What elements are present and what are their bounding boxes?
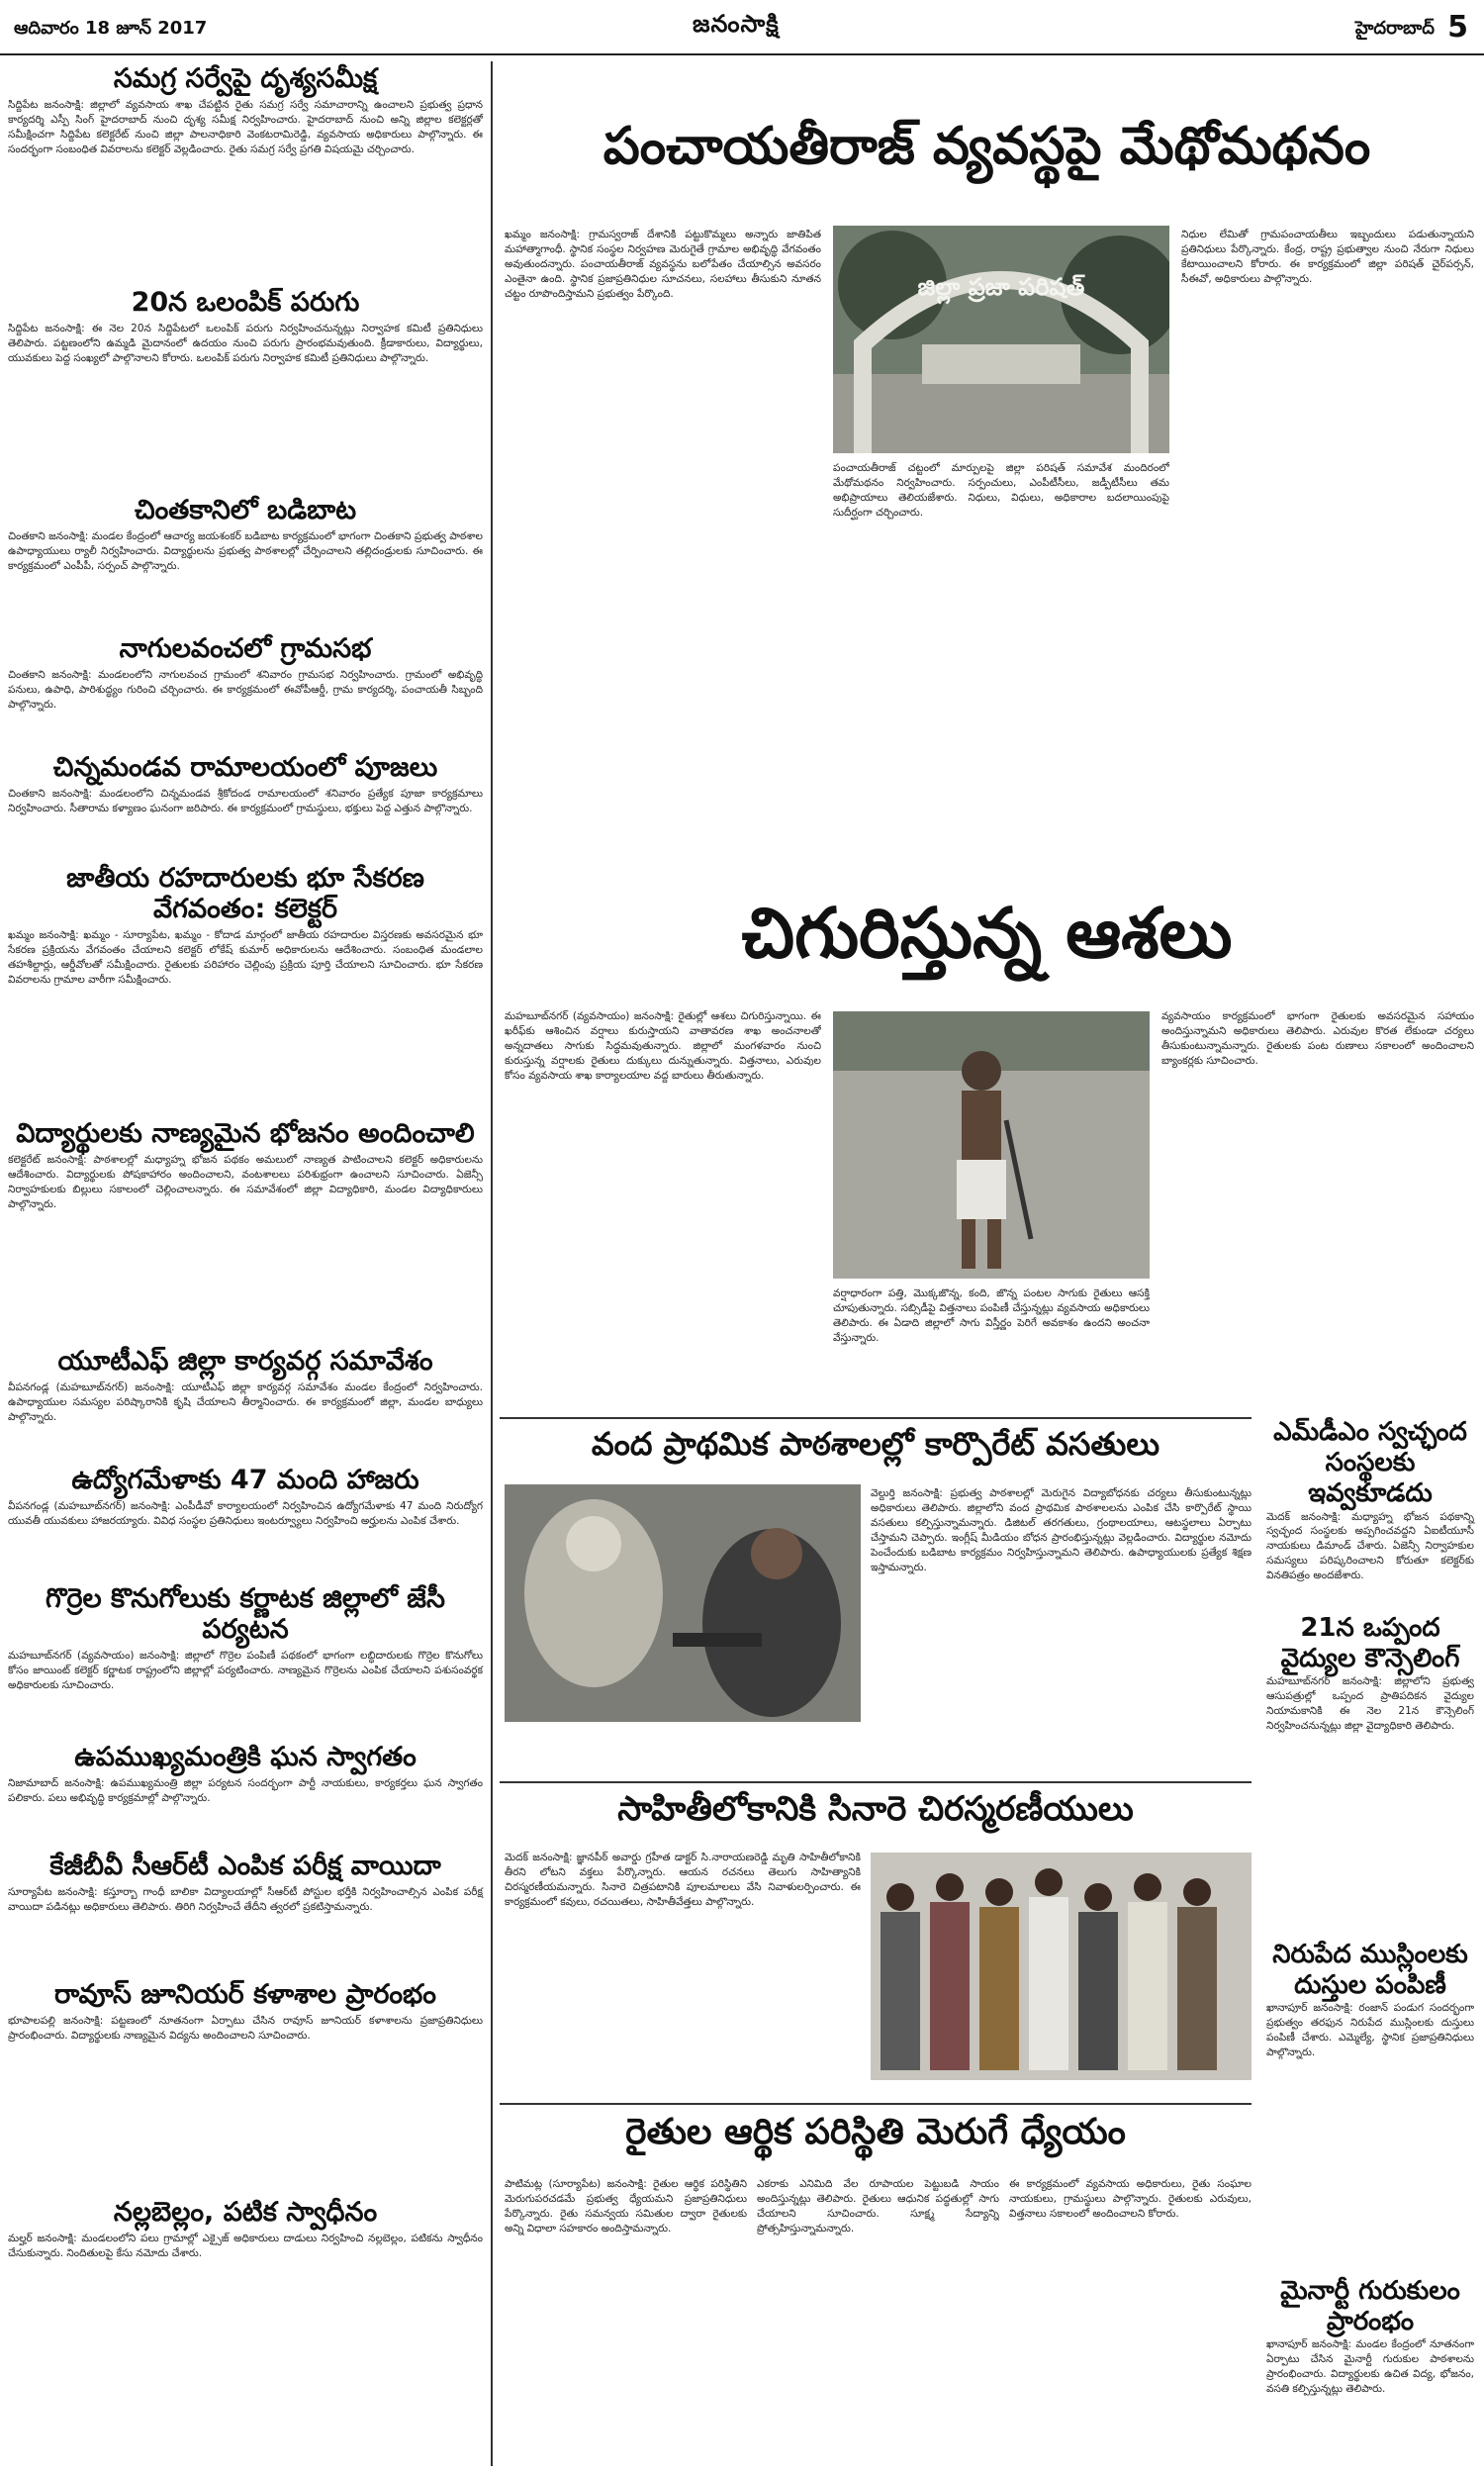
second-column-1: మహబూబ్‌నగర్ (వ్యవసాయం) జనంసాక్షి: రైతుల్లో ఆశలు చిగురిస్తున్నాయి. ఈ ఖరీఫ్‌కు ఆశించిన వర్షాలు కురుస్తాయని వాతావరణ శాఖ అంచనాలతో అన్నదాతలు సాగుకు సిద్ధమవుతున్నారు. జిల్లాలో మంగళవారం నుంచి కురుస్తున్న వర్షాలకు రైతులు దుక్కులు దున్నుతున్నారు. విత్తనాలు, ఎరువుల కోసం వ్యవసాయ శాఖ కార్యాలయాల వద్ద బారులు తీరుతున్నారు.: [505, 1010, 821, 1082]
fifth-column-3: ఈ కార్యక్రమంలో వ్యవసాయ అధికారులు, రైతు సంఘాల నాయకులు, గ్రామస్థులు పాల్గొన్నారు. రైతులకు ఎరువులు, విత్తనాలు సకాలంలో అందించాలని కోరారు.: [1009, 2178, 1252, 2220]
lead-column-2: పంచాయతీరాజ్ చట్టంలో మార్పులపై జిల్లా పరిషత్ సమావేశ మందిరంలో మేథోమథనం నిర్వహించారు. సర్పంచులు, ఎంపీటీసీలు, జడ్పీటీసీలు తమ అభిప్రాయాలు తెలియజేశారు. నిధులు, విధులు, అధికారాల బదలాయింపుపై సుదీర్ఘంగా చర్చించారు.: [833, 462, 1169, 519]
brief-body: కలెక్టరేట్ జనంసాక్షి: పాఠశాలల్లో మధ్యాహ్న భోజన పథకం అమలులో నాణ్యత పాటించాలని కలెక్టర్ అధికారులను ఆదేశించారు. విద్యార్థులకు పోషకాహారం అందించాలని, వంటశాలలు పరిశుభ్రంగా ఉంచాలని సూచించారు. ఏజెన్సీ నిర్వాహకులకు బిల్లులు సకాలంలో చెల్లించాలన్నారు. ఈ సమావేశంలో జిల్లా విద్యాధికారి, మండల విద్యాధికారులు పాల్గొన్నారు.: [8, 1154, 483, 1210]
side-brief-headline: 21న ఒప్పంద వైద్యుల కౌన్సెలింగ్: [1280, 1613, 1460, 1674]
side-brief: [1266, 1940, 1474, 2060]
gate-sign-text: జిల్లా ప్రజా పరిషత్: [917, 273, 1085, 301]
third-body: వెల్దుర్తి జనంసాక్షి: ప్రభుత్వ పాఠశాలల్లో మెరుగైన విద్యాబోధనకు చర్యలు తీసుకుంటున్నట్లు అధికారులు తెలిపారు. జిల్లాలోని వంద ప్రాథమిక పాఠశాలలను ఎంపిక చేసి కార్పొరేట్ స్థాయి వసతులు కల్పిస్తున్నామన్నారు. డిజిటల్ తరగతులు, గ్రంథాలయాలు, ఆటస్థలాలు ఏర్పాటు చేస్తామని చెప్పారు. ఇంగ్లీష్ మీడియం బోధన ప్రారంభిస్తున్నట్లు వెల్లడించారు. విద్యార్థుల నమోదు పెంచేందుకు బడిబాట కార్యక్రమం నిర్వహిస్తున్నామని తెలిపారు. ఉపాధ్యాయులకు ప్రత్యేక శిక్షణ ఇస్తామన్నారు.: [871, 1487, 1252, 1573]
news-brief: [8, 1851, 483, 1915]
news-brief: [8, 1742, 483, 1806]
side-brief-body: మహబూబ్‌నగర్ జనంసాక్షి: జిల్లాలోని ప్రభుత్వ ఆసుపత్రుల్లో ఒప్పంద ప్రాతిపదికన వైద్యుల నియామకానికి ఈ నెల 21న కౌన్సెలింగ్ నిర్వహించనున్నట్లు జిల్లా వైద్యాధికారి తెలిపారు.: [1266, 1675, 1474, 1733]
lead-headline: పంచాయతీరాజ్ వ్యవస్థపై మేథోమథనం: [603, 117, 1371, 176]
side-brief: [1266, 1417, 1474, 1583]
issue-date: ఆదివారం 18 జూన్ 2017: [14, 18, 208, 39]
section-rule: [500, 1417, 1252, 1419]
farmer-with-tool-image: [833, 1011, 1150, 1279]
news-brief: [8, 2197, 483, 2261]
brief-body: సిద్దిపేట జనంసాక్షి: జిల్లాలో వ్యవసాయ శాఖ చేపట్టిన రైతు సమగ్ర సర్వే సమాచారాన్ని ఉంచాలని ప్రభుత్వ ప్రధాన కార్యదర్శి ఎస్పీ సింగ్ హైదరాబాద్ నుంచి దృశ్య సమీక్ష నిర్వహించారు. హైదరాబాద్ నుంచి అన్ని జిల్లాల కలెక్టర్లతో సమీక్షించగా సిద్దిపేట కలెక్టరేట్ నుంచి జిల్లా పాలనాధికారి వెంకటరామిరెడ్డి, వ్యవసాయ అధికారులు పాల్గొన్నారు. ఈ సందర్భంగా సంబంధిత వివరాలను కలెక్టర్ వెల్లడించారు. రైతు సమగ్ర సర్వే ప్రగతి విషయమై చర్చించారు.: [8, 99, 483, 155]
brief-headline: రావూస్ జూనియర్ కళాశాల ప్రారంభం: [54, 1979, 436, 2010]
lead-column-3: నిధుల లేమితో గ్రామపంచాయతీలు ఇబ్బందులు పడుతున్నాయని ప్రతినిధులు పేర్కొన్నారు. కేంద్ర, రాష్ట్ర ప్రభుత్వాల నుంచి నేరుగా నిధులు కేటాయించాలని కోరారు. ఈ కార్యక్రమంలో జిల్లా పరిషత్ చైర్‌పర్సన్, సీఈవో, అధికారులు పాల్గొన్నారు.: [1181, 229, 1474, 285]
farmer-photo: [833, 1011, 1150, 1279]
column-divider: [491, 61, 493, 2466]
side-brief: [1266, 2276, 1474, 2397]
side-brief-headline: నిరుపేద ముస్లింలకు దుస్తుల పంపిణీ: [1272, 1940, 1468, 2001]
brief-headline: నల్లబెల్లం, పటిక స్వాధీనం: [113, 2197, 378, 2228]
brief-body: మల్హర్ జనంసాక్షి: మండలంలోని పలు గ్రామాల్లో ఎక్సైజ్ అధికారులు దాడులు నిర్వహించి నల్లబెల్లం, పటికను స్వాధీనం చేసుకున్నారు. నిందితులపై కేసు నమోదు చేశారు.: [8, 2233, 483, 2259]
brief-body: మహబూబ్‌నగర్ (వ్యవసాయం) జనంసాక్షి: జిల్లాలో గొర్రెల పంపిణీ పథకంలో భాగంగా లబ్ధిదారులకు గొర్రెల కొనుగోలు కోసం జాయింట్ కలెక్టర్ కర్ణాటక రాష్ట్రంలోని జిల్లాల్లో పర్యటించారు. నాణ్యమైన గొర్రెలను ఎంపిక చేయాలని పశుసంవర్థక అధికారులకు సూచించారు.: [8, 1650, 483, 1691]
brief-body: భూపాలపల్లి జనంసాక్షి: పట్టణంలో నూతనంగా ఏర్పాటు చేసిన రావూస్ జూనియర్ కళాశాలను ప్రజాప్రతినిధులు ప్రారంభించారు. విద్యార్థులకు నాణ్యమైన విద్యను అందించాలని సూచించారు.: [8, 2015, 483, 2042]
brief-body: సిద్దిపేట జనంసాక్షి: ఈ నెల 20న సిద్దిపేటలో ఒలంపిక్ పరుగు నిర్వహించనున్నట్లు నిర్వాహక కమిటీ ప్రతినిధులు తెలిపారు. పట్టణంలోని ఉమ్మడి మైదానంలో ఉదయం నుంచి పరుగు ప్రారంభమవుతుంది. క్రీడాకారులు, విద్యార్థులు, యువకులు పెద్ద సంఖ్యలో పాల్గొనాలని కోరారు. ఒలంపిక్ పరుగు నిర్వాహక కమిటీ ప్రతినిధులు పాల్గొన్నారు.: [8, 323, 483, 364]
brief-body: చింతకాని జనంసాక్షి: మండలంలోని నాగులవంచ గ్రామంలో శనివారం గ్రామసభ నిర్వహించారు. గ్రామంలో అభివృద్ధి పనులు, ఉపాధి, పారిశుద్ధ్యం గురించి చర్చించారు. ఈ కార్యక్రమంలో ఈవోపీఆర్డీ, గ్రామ కార్యదర్శి, పంచాయతీ సిబ్బంది పాల్గొన్నారు.: [8, 669, 483, 711]
second-headline: చిగురిస్తున్న ఆశలు: [741, 893, 1233, 974]
brief-headline: ఉపముఖ్యమంత్రికి ఘన స్వాగతం: [74, 1742, 417, 1772]
news-brief: [8, 1583, 483, 1693]
news-brief: [8, 1118, 483, 1212]
brief-body: చింతకాని జనంసాక్షి: మండల కేంద్రంలో ఆచార్య జయశంకర్ బడిబాట కార్యక్రమంలో భాగంగా చింతకాని ప్రభుత్వ పాఠశాల ఉపాధ్యాయులు ర్యాలీ నిర్వహించారు. విద్యార్థులను ప్రభుత్వ పాఠశాలల్లో చేర్పించాలని తల్లిదండ్రులకు సూచించారు. ఈ కార్యక్రమంలో ఎంపీపీ, సర్పంచ్ పాల్గొన్నారు.: [8, 530, 483, 572]
news-brief: [8, 63, 483, 157]
fifth-column-1: పాటిమట్ల (సూర్యాపేట) జనంసాక్షి: రైతుల ఆర్థిక పరిస్థితిని మెరుగుపరచడమే ప్రభుత్వ ధ్యేయమని ప్రజాప్రతినిధులు పేర్కొన్నారు. రైతు సమన్వయ సమితుల ద్వారా రైతులకు అన్ని విధాలా సహకారం అందిస్తామన్నారు.: [505, 2178, 747, 2235]
side-brief-body: మెదక్ జనంసాక్షి: మధ్యాహ్న భోజన పథకాన్ని స్వచ్ఛంద సంస్థలకు అప్పగించవద్దని ఏఐటీయూసీ నాయకులు డిమాండ్ చేశారు. ఏజెన్సీ నిర్వాహకుల సమస్యలు పరిష్కరించాలని కోరుతూ కలెక్టర్‌కు వినతిపత్రం అందజేశారు.: [1266, 1510, 1474, 1582]
side-brief-body: ఖానాపూర్ జనంసాక్షి: మండల కేంద్రంలో నూతనంగా ఏర్పాటు చేసిన మైనార్టీ గురుకుల పాఠశాలను ప్రారంభించారు. విద్యార్థులకు ఉచిత విద్య, భోజనం, వసతి కల్పిస్తున్నట్లు తెలిపారు.: [1266, 2338, 1474, 2396]
second-column-2: వర్షాధారంగా పత్తి, మొక్కజొన్న, కంది, జొన్న పంటల సాగుకు రైతులు ఆసక్తి చూపుతున్నారు. సబ్సిడీపై విత్తనాలు పంపిణీ చేస్తున్నట్లు వ్యవసాయ అధికారులు తెలిపారు. ఈ ఏడాది జిల్లాలో సాగు విస్తీర్ణం పెరిగే అవకాశం ఉందని అంచనా వేస్తున్నారు.: [833, 1287, 1150, 1344]
fifth-column-2: ఎకరాకు ఎనిమిది వేల రూపాయల పెట్టుబడి సాయం అందిస్తున్నట్లు తెలిపారు. రైతులు ఆధునిక పద్ధతుల్లో సాగు చేయాలని సూచించారు. సూక్ష్మ సేద్యాన్ని ప్రోత్సహిస్తున్నామన్నారు.: [757, 2178, 999, 2235]
brief-body: ఖమ్మం జనంసాక్షి: ఖమ్మం - సూర్యాపేట, ఖమ్మం - కోదాడ మార్గంలో జాతీయ రహదారుల విస్తరణకు అవసరమైన భూ సేకరణ ప్రక్రియను వేగవంతం చేయాలని కలెక్టర్ లోకేష్ కుమార్ అధికారులను ఆదేశించారు. సంబంధిత మండలాల తహశీల్దార్లు, ఆర్డీవోలతో సమీక్షించారు. రైతులకు పరిహారం చెల్లింపు ప్రక్రియ పూర్తి చేయాలని సూచించారు. భూ సేకరణ వివరాలను గ్రామాల వారీగా సమీక్షించారు.: [8, 929, 483, 986]
news-brief: [8, 1346, 483, 1425]
brief-body: సూర్యాపేట జనంసాక్షి: కస్తూర్బా గాంధీ బాలికా విద్యాలయాల్లో సీఆర్‌టీ పోస్టుల భర్తీకి నిర్వహించాల్సిన ఎంపిక పరీక్ష వాయిదా పడినట్లు అధికారులు తెలిపారు. తిరిగి నిర్వహించే తేదీని త్వరలో ప్రకటిస్తామన్నారు.: [8, 1886, 483, 1913]
brief-headline: యూటీఎఫ్ జిల్లా కార్యవర్గ సమావేశం: [57, 1346, 433, 1377]
zilla-parishad-gate-image: [833, 226, 1169, 453]
brief-headline: చిన్నమండవ రామాలయంలో పూజలు: [52, 752, 438, 783]
lead-column-1: ఖమ్మం జనంసాక్షి: గ్రామస్వరాజ్ దేశానికి పట్టుకొమ్మలు అన్నారు జాతిపిత మహాత్మాగాంధీ. స్థానిక సంస్థల నిర్వహణ మెరుగైతే గ్రామాల అభివృద్ధి వేగవంతం అవుతుందన్నారు. పంచాయతీరాజ్ వ్యవస్థను బలోపేతం చేయాల్సిన అవసరం ఎంతైనా ఉంది. స్థానిక ప్రజాప్రతినిధుల సూచనలు, సలహాలు తీసుకుని నూతన చట్టం రూపొందిస్తామని ప్రభుత్వం పేర్కొంది.: [505, 229, 821, 300]
side-brief-headline: మైనార్టీ గురుకులం ప్రారంభం: [1280, 2276, 1460, 2337]
fourth-body: మెదక్ జనంసాక్షి: జ్ఞానపీఠ్ అవార్డు గ్రహీత డాక్టర్ సి.నారాయణరెడ్డి మృతి సాహితీలోకానికి తీరని లోటని వక్తలు పేర్కొన్నారు. ఆయన రచనలు తెలుగు సాహిత్యానికి చిరస్మరణీయమన్నారు. సినారె చిత్రపటానికి పూలమాలలు వేసి నివాళులర్పించారు. ఈ కార్యక్రమంలో కవులు, రచయితలు, సాహితీవేత్తలు పాల్గొన్నారు.: [505, 1852, 861, 1908]
fourth-headline: సాహితీలోకానికి సినారె చిరస్మరణీయులు: [617, 1789, 1134, 1829]
brief-headline: జాతీయ రహదారులకు భూ సేకరణ వేగవంతం: కలెక్టర్: [66, 863, 424, 925]
news-brief: [8, 863, 483, 988]
edition-city: హైదరాబాద్: [1354, 18, 1435, 39]
brief-body: నిజామాబాద్ జనంసాక్షి: ఉపముఖ్యమంత్రి జిల్లా పర్యటన సందర్భంగా పార్టీ నాయకులు, కార్యకర్తలు ఘన స్వాగతం పలికారు. పలు అభివృద్ధి కార్యక్రమాల్లో పాల్గొన్నారు.: [8, 1777, 483, 1804]
page-number: 5: [1447, 10, 1468, 45]
side-brief-body: ఖానాపూర్ జనంసాక్షి: రంజాన్ పండుగ సందర్భంగా ప్రభుత్వం తరఫున నిరుపేద ముస్లింలకు దుస్తులు పంపిణీ చేశారు. ఎమ్మెల్యే, స్థానిక ప్రజాప్రతినిధులు పాల్గొన్నారు.: [1266, 2002, 1474, 2059]
brief-body: వీపనగండ్ల (మహబూబ్‌నగర్) జనంసాక్షి: యూటీఎఫ్ జిల్లా కార్యవర్గ సమావేశం మండల కేంద్రంలో నిర్వహించారు. ఉపాధ్యాయుల సమస్యల పరిష్కారానికి కృషి చేయాలని తీర్మానించారు. ఈ కార్యక్రమంలో జిల్లా, మండల బాధ్యులు పాల్గొన్నారు.: [8, 1381, 483, 1423]
news-brief: [8, 633, 483, 713]
brief-body: వీపనగండ్ల (మహబూబ్‌నగర్) జనంసాక్షి: ఎంపీడీవో కార్యాలయంలో నిర్వహించిన ఉద్యోగమేళాకు 47 మంది నిరుద్యోగ యువతీ యువకులు హాజరయ్యారు. వివిధ సంస్థల ప్రతినిధులు ఇంటర్వ్యూలు నిర్వహించి అర్హులను ఎంపిక చేశారు.: [8, 1500, 483, 1527]
news-brief: [8, 1979, 483, 2044]
brief-headline: 20న ఒలంపిక్ పరుగు: [131, 287, 360, 318]
third-headline: వంద ప్రాథమిక పాఠశాలల్లో కార్పొరేట్ వసతులు: [591, 1425, 1160, 1463]
second-column-3: వ్యవసాయం కార్యక్రమంలో భాగంగా రైతులకు అవసరమైన సహాయం అందిస్తున్నామని అధికారులు తెలిపారు. ఎరువుల కొరత లేకుండా చర్యలు తీసుకుంటున్నామన్నారు. రైతులకు పంట రుణాలు సకాలంలో అందించాలని బ్యాంకర్లకు సూచించారు.: [1161, 1010, 1474, 1067]
section-rule: [500, 2103, 1252, 2105]
tribute-photo: [871, 1853, 1252, 2080]
news-brief: [8, 495, 483, 574]
brief-headline: గొర్రెల కొనుగోలుకు కర్ణాటక జిల్లాలో జేసీ పర్యటన: [46, 1583, 445, 1646]
brief-headline: విద్యార్థులకు నాణ్యమైన భోజనం అందించాలి: [16, 1118, 475, 1149]
masthead-logo: జనంసాక్షి: [693, 10, 780, 38]
school-event-photo: [505, 1484, 861, 1722]
news-brief: [8, 287, 483, 366]
side-brief-headline: ఎమ్‌డీఎం స్వచ్ఛంద సంస్థలకు ఇవ్వకూడదు: [1273, 1417, 1467, 1509]
brief-headline: చింతకానిలో బడిబాట: [134, 495, 357, 525]
side-brief: [1266, 1613, 1474, 1734]
brief-headline: సమగ్ర సర్వేపై దృశ్యసమీక్ష: [113, 63, 378, 94]
tribute-gathering-image: [871, 1853, 1252, 2080]
news-brief: [8, 1465, 483, 1529]
brief-headline: కేజీబీవీ సీఆర్‌టీ ఎంపిక పరీక్ష వాయిదా: [49, 1851, 441, 1881]
section-rule: [500, 1781, 1252, 1783]
brief-body: చింతకాని జనంసాక్షి: మండలంలోని చిన్నమండవ శ్రీకోదండ రామాలయంలో శనివారం ప్రత్యేక పూజా కార్యక్రమాలు నిర్వహించారు. సీతారామ కళ్యాణం ఘనంగా జరిపారు. ఈ కార్యక్రమంలో గ్రామస్థులు, భక్తులు పెద్ద ఎత్తున పాల్గొన్నారు.: [8, 788, 483, 814]
brief-headline: నాగులవంచలో గ్రామసభ: [119, 633, 372, 664]
fifth-headline: రైతుల ఆర్థిక పరిస్థితి మెరుగే ధ్యేయం: [625, 2112, 1126, 2152]
lead-photo: [833, 226, 1169, 453]
news-brief: [8, 752, 483, 816]
brief-headline: ఉద్యోగమేళాకు 47 మంది హాజరు: [71, 1465, 419, 1495]
school-function-image: [505, 1484, 861, 1722]
